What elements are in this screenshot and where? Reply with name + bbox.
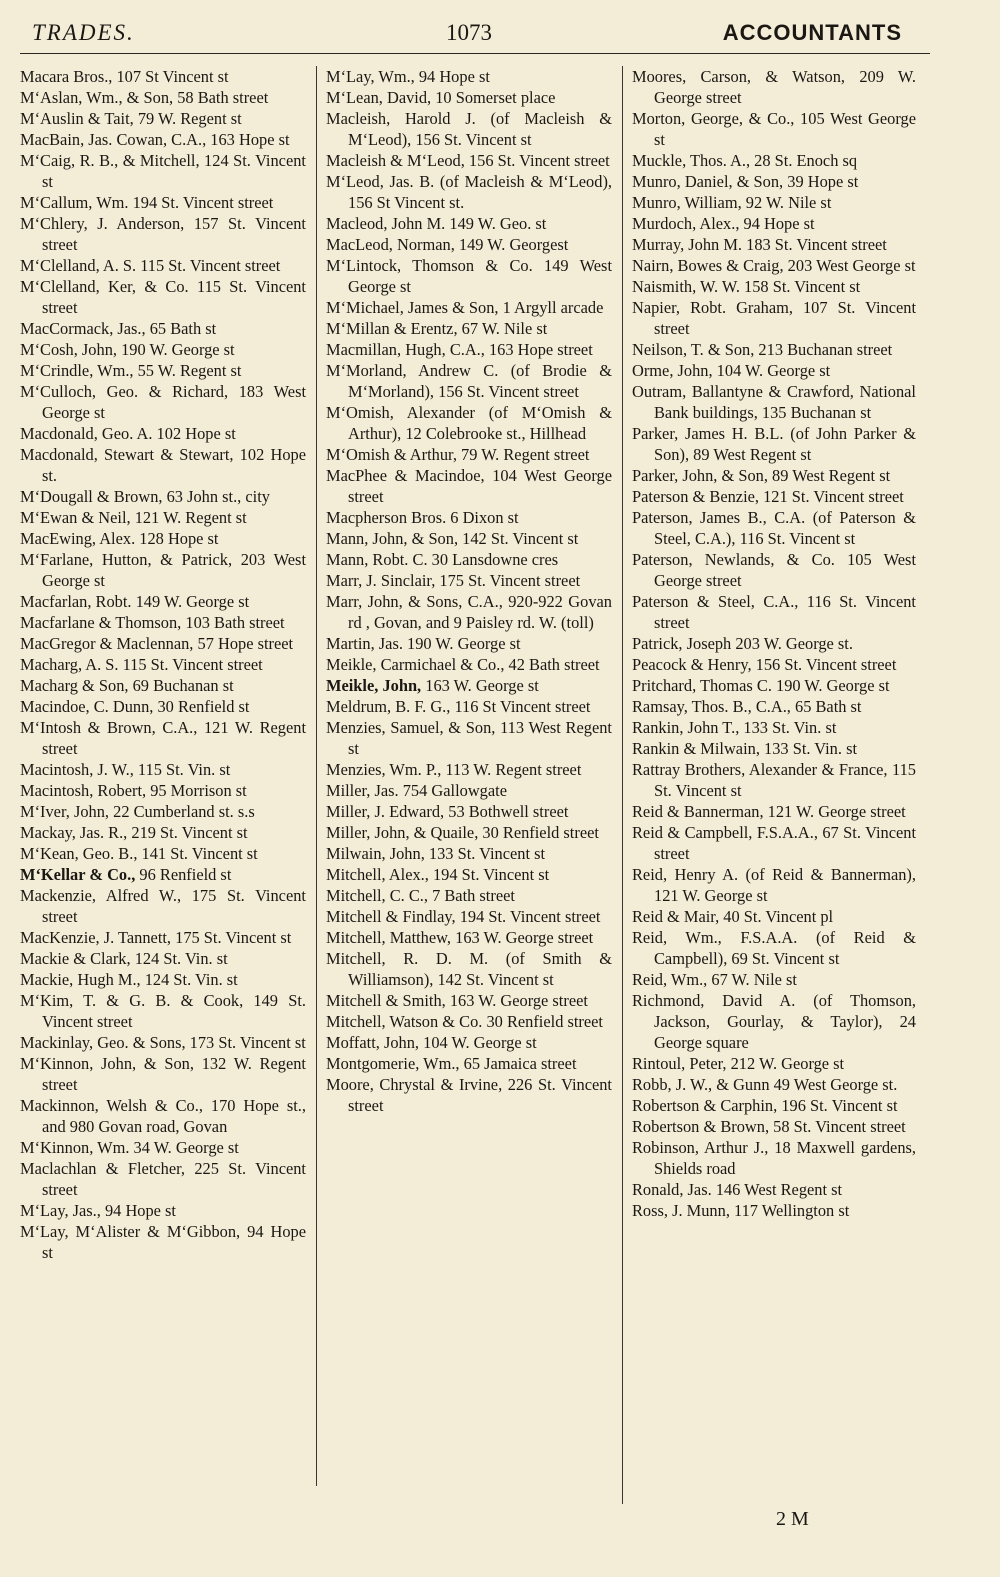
- directory-entry: Parker, James H. B.L. (of John Parker & Son), 89 West Regent st: [632, 424, 916, 464]
- directory-entry: Mitchell, C. C., 7 Bath street: [326, 886, 515, 905]
- directory-entry: Outram, Ballantyne & Crawford, National Bank buildings, 135 Buchanan st: [632, 382, 916, 422]
- directory-entry: M‘Intosh & Brown, C.A., 121 W. Regent street: [20, 718, 306, 758]
- directory-entry: M‘Dougall & Brown, 63 John st., city: [20, 487, 270, 506]
- directory-entry: Mann, John, & Son, 142 St. Vincent st: [326, 529, 579, 548]
- directory-entry: Robinson, Arthur J., 18 Maxwell gardens, Shields road: [632, 1138, 916, 1178]
- directory-entry: M‘Leod, Jas. B. (of Macleish & M‘Leod), 156 St Vincent st.: [326, 172, 612, 212]
- directory-entry: Reid & Campbell, F.S.A.A., 67 St. Vincent street: [632, 823, 916, 863]
- entry-address: 96 Renfield st: [135, 865, 232, 884]
- column-1: [20, 66, 306, 1263]
- directory-entry: MacBain, Jas. Cowan, C.A., 163 Hope st: [20, 130, 290, 149]
- column-divider-2: [622, 66, 623, 1504]
- directory-entry: Reid, Wm., 67 W. Nile st: [632, 970, 797, 989]
- directory-entry: Mackay, Jas. R., 219 St. Vincent st: [20, 823, 248, 842]
- directory-entry: Macindoe, C. Dunn, 30 Renfield st: [20, 697, 250, 716]
- directory-entry: Macdonald, Stewart & Stewart, 102 Hope st.: [20, 445, 306, 485]
- directory-entry: Patrick, Joseph 203 W. George st.: [632, 634, 853, 653]
- directory-entry: Reid & Mair, 40 St. Vincent pl: [632, 907, 834, 926]
- directory-entry: Muckle, Thos. A., 28 St. Enoch sq: [632, 151, 858, 170]
- directory-entry: Rintoul, Peter, 212 W. George st: [632, 1054, 845, 1073]
- directory-entry: Robertson & Carphin, 196 St. Vincent st: [632, 1096, 898, 1115]
- directory-entry: M‘Auslin & Tait, 79 W. Regent st: [20, 109, 242, 128]
- directory-entry: Macleod, John M. 149 W. Geo. st: [326, 214, 547, 233]
- directory-entry: M‘Michael, James & Son, 1 Argyll arcade: [326, 298, 604, 317]
- directory-entry: M‘Lay, Jas., 94 Hope st: [20, 1201, 176, 1220]
- directory-entry: M‘Clelland, A. S. 115 St. Vincent street: [20, 256, 281, 275]
- directory-entry: Miller, Jas. 754 Gallowgate: [326, 781, 507, 800]
- directory-entry: Napier, Robt. Graham, 107 St. Vincent street: [632, 298, 916, 338]
- directory-entry: Mackie, Hugh M., 124 St. Vin. st: [20, 970, 238, 989]
- directory-entry: Macleish, Harold J. (of Macleish & M‘Leod), 156 St. Vincent st: [326, 109, 612, 149]
- directory-entry: MacLeod, Norman, 149 W. Georgest: [326, 235, 569, 254]
- directory-entry: M‘Cosh, John, 190 W. George st: [20, 340, 235, 359]
- directory-entry: Richmond, David A. (of Thomson, Jackson, Gourlay, & Taylor), 24 George square: [632, 991, 916, 1052]
- directory-entry: Orme, John, 104 W. George st: [632, 361, 831, 380]
- directory-entry: Reid & Bannerman, 121 W. George street: [632, 802, 906, 821]
- directory-entry: M‘Aslan, Wm., & Son, 58 Bath street: [20, 88, 269, 107]
- directory-entry: Macdonald, Geo. A. 102 Hope st: [20, 424, 236, 443]
- directory-entry: M‘Ewan & Neil, 121 W. Regent st: [20, 508, 247, 527]
- directory-entry: Mitchell & Findlay, 194 St. Vincent street: [326, 907, 601, 926]
- directory-entry: Munro, Daniel, & Son, 39 Hope st: [632, 172, 859, 191]
- directory-entry: M‘Kim, T. & G. B. & Cook, 149 St. Vincent street: [20, 991, 306, 1031]
- directory-entry: Macintosh, J. W., 115 St. Vin. st: [20, 760, 231, 779]
- directory-entry: Menzies, Samuel, & Son, 113 West Regent st: [326, 718, 612, 758]
- directory-entry: Paterson, James B., C.A. (of Paterson & Steel, C.A.), 116 St. Vincent st: [632, 508, 916, 548]
- directory-entry: M‘Callum, Wm. 194 St. Vincent street: [20, 193, 274, 212]
- directory-entry: M‘Kinnon, Wm. 34 W. George st: [20, 1138, 239, 1157]
- column-divider-1: [316, 66, 317, 1486]
- directory-entry: Macintosh, Robert, 95 Morrison st: [20, 781, 247, 800]
- directory-entry: Macharg, A. S. 115 St. Vincent street: [20, 655, 263, 674]
- directory-entry: M‘Kinnon, John, & Son, 132 W. Regent street: [20, 1054, 306, 1094]
- directory-entry: Mitchell, Matthew, 163 W. George street: [326, 928, 594, 947]
- directory-entry: Rattray Brothers, Alexander & France, 115 St. Vincent st: [632, 760, 916, 800]
- directory-entry: Mann, Robt. C. 30 Lansdowne cres: [326, 550, 559, 569]
- directory-entry: Mitchell, Watson & Co. 30 Renfield street: [326, 1012, 603, 1031]
- header-rule: [20, 53, 930, 54]
- directory-entry: [20, 864, 306, 885]
- directory-entry: Mackinnon, Welsh & Co., 170 Hope st., and 980 Govan road, Govan: [20, 1096, 306, 1136]
- directory-entry: Macpherson Bros. 6 Dixon st: [326, 508, 519, 527]
- directory-entry: M‘Lay, Wm., 94 Hope st: [326, 67, 490, 86]
- directory-entry: Moore, Chrystal & Irvine, 226 St. Vincent street: [326, 1075, 612, 1115]
- directory-entry: Meldrum, B. F. G., 116 St Vincent street: [326, 697, 591, 716]
- entry-name-bold: Meikle, John,: [326, 676, 422, 695]
- directory-entry: Ross, J. Munn, 117 Wellington st: [632, 1201, 850, 1220]
- directory-entry: Ramsay, Thos. B., C.A., 65 Bath st: [632, 697, 862, 716]
- directory-entry: Morton, George, & Co., 105 West George st: [632, 109, 916, 149]
- directory-entry: Marr, J. Sinclair, 175 St. Vincent street: [326, 571, 581, 590]
- directory-entry: M‘Omish, Alexander (of M‘Omish & Arthur), 12 Colebrooke st., Hillhead: [326, 403, 612, 443]
- directory-entry: Maclachlan & Fletcher, 225 St. Vincent street: [20, 1159, 306, 1199]
- directory-entry: MacEwing, Alex. 128 Hope st: [20, 529, 219, 548]
- column-3: [632, 66, 916, 1221]
- directory-entry: Macfarlan, Robt. 149 W. George st: [20, 592, 250, 611]
- directory-entry: Neilson, T. & Son, 213 Buchanan street: [632, 340, 893, 359]
- entry-address: 163 W. George st: [421, 676, 539, 695]
- directory-entry: Montgomerie, Wm., 65 Jamaica street: [326, 1054, 577, 1073]
- directory-entry: Reid, Wm., F.S.A.A. (of Reid & Campbell), 69 St. Vincent st: [632, 928, 916, 968]
- directory-entry: Menzies, Wm. P., 113 W. Regent street: [326, 760, 582, 779]
- directory-entry: Ronald, Jas. 146 West Regent st: [632, 1180, 843, 1199]
- directory-entry: Nairn, Bowes & Craig, 203 West George st: [632, 256, 916, 275]
- directory-entry: M‘Lintock, Thomson & Co. 149 West George st: [326, 256, 612, 296]
- category-title: ACCOUNTANTS: [722, 20, 902, 45]
- directory-entry: M‘Crindle, Wm., 55 W. Regent st: [20, 361, 242, 380]
- directory-entry: Moores, Carson, & Watson, 209 W. George street: [632, 67, 916, 107]
- directory-entry: Rankin & Milwain, 133 St. Vin. st: [632, 739, 858, 758]
- directory-entry: Peacock & Henry, 156 St. Vincent street: [632, 655, 897, 674]
- directory-entry: M‘Millan & Erentz, 67 W. Nile st: [326, 319, 548, 338]
- directory-entry: M‘Chlery, J. Anderson, 157 St. Vincent street: [20, 214, 306, 254]
- directory-entry: Macmillan, Hugh, C.A., 163 Hope street: [326, 340, 593, 359]
- directory-entry: M‘Caig, R. B., & Mitchell, 124 St. Vincent st: [20, 151, 306, 191]
- directory-entry: Meikle, Carmichael & Co., 42 Bath street: [326, 655, 600, 674]
- directory-entry: Murdoch, Alex., 94 Hope st: [632, 214, 815, 233]
- section-title: TRADES.: [32, 20, 135, 45]
- directory-entry: Milwain, John, 133 St. Vincent st: [326, 844, 546, 863]
- directory-entry: M‘Omish & Arthur, 79 W. Regent street: [326, 445, 590, 464]
- column-2: [326, 66, 612, 1116]
- directory-entry: [326, 675, 612, 696]
- directory-entry: Pritchard, Thomas C. 190 W. George st: [632, 676, 890, 695]
- directory-entry: M‘Morland, Andrew C. (of Brodie & M‘Morland), 156 St. Vincent street: [326, 361, 612, 401]
- page-number: 1073: [446, 20, 492, 45]
- directory-entry: Robertson & Brown, 58 St. Vincent street: [632, 1117, 906, 1136]
- directory-entry: Munro, William, 92 W. Nile st: [632, 193, 832, 212]
- directory-entry: M‘Farlane, Hutton, & Patrick, 203 West George st: [20, 550, 306, 590]
- directory-entry: MacKenzie, J. Tannett, 175 St. Vincent st: [20, 928, 292, 947]
- directory-entry: MacGregor & Maclennan, 57 Hope street: [20, 634, 294, 653]
- directory-entry: Moffatt, John, 104 W. George st: [326, 1033, 537, 1052]
- directory-entry: Mitchell, Alex., 194 St. Vincent st: [326, 865, 550, 884]
- directory-entry: Reid, Henry A. (of Reid & Bannerman), 121 W. George st: [632, 865, 916, 905]
- directory-entry: M‘Kean, Geo. B., 141 St. Vincent st: [20, 844, 258, 863]
- directory-entry: Mitchell, R. D. M. (of Smith & Williamson), 142 St. Vincent st: [326, 949, 612, 989]
- directory-entry: Paterson & Benzie, 121 St. Vincent street: [632, 487, 904, 506]
- directory-entry: MacCormack, Jas., 65 Bath st: [20, 319, 217, 338]
- directory-entry: M‘Clelland, Ker, & Co. 115 St. Vincent street: [20, 277, 306, 317]
- directory-entry: Macfarlane & Thomson, 103 Bath street: [20, 613, 285, 632]
- entry-name-bold: M‘Kellar & Co.,: [20, 865, 136, 884]
- directory-entry: Paterson & Steel, C.A., 116 St. Vincent street: [632, 592, 916, 632]
- directory-entry: M‘Culloch, Geo. & Richard, 183 West George st: [20, 382, 306, 422]
- directory-entry: Mackinlay, Geo. & Sons, 173 St. Vincent st: [20, 1033, 306, 1052]
- directory-entry: Macharg & Son, 69 Buchanan st: [20, 676, 234, 695]
- directory-entry: Miller, J. Edward, 53 Bothwell street: [326, 802, 569, 821]
- directory-entry: Mitchell & Smith, 163 W. George street: [326, 991, 588, 1010]
- directory-entry: Mackenzie, Alfred W., 175 St. Vincent street: [20, 886, 306, 926]
- directory-entry: M‘Lay, M‘Alister & M‘Gibbon, 94 Hope st: [20, 1222, 306, 1262]
- directory-entry: Naismith, W. W. 158 St. Vincent st: [632, 277, 861, 296]
- directory-entry: Martin, Jas. 190 W. George st: [326, 634, 521, 653]
- directory-entry: Miller, John, & Quaile, 30 Renfield street: [326, 823, 599, 842]
- directory-entry: MacPhee & Macindoe, 104 West George street: [326, 466, 612, 506]
- directory-entry: Macleish & M‘Leod, 156 St. Vincent street: [326, 151, 610, 170]
- directory-entry: Marr, John, & Sons, C.A., 920-922 Govan rd , Govan, and 9 Paisley rd. W. (toll): [326, 592, 612, 632]
- directory-entry: Paterson, Newlands, & Co. 105 West George street: [632, 550, 916, 590]
- directory-entry: Rankin, John T., 133 St. Vin. st: [632, 718, 837, 737]
- directory-entry: Murray, John M. 183 St. Vincent street: [632, 235, 887, 254]
- directory-entry: Macara Bros., 107 St Vincent st: [20, 67, 229, 86]
- signature-mark: 2 M: [776, 1508, 809, 1530]
- directory-entry: Mackie & Clark, 124 St. Vin. st: [20, 949, 228, 968]
- directory-entry: Robb, J. W., & Gunn 49 West George st.: [632, 1075, 898, 1094]
- directory-entry: M‘Lean, David, 10 Somerset place: [326, 88, 556, 107]
- directory-entry: M‘Iver, John, 22 Cumberland st. s.s: [20, 802, 255, 821]
- directory-entry: Parker, John, & Son, 89 West Regent st: [632, 466, 891, 485]
